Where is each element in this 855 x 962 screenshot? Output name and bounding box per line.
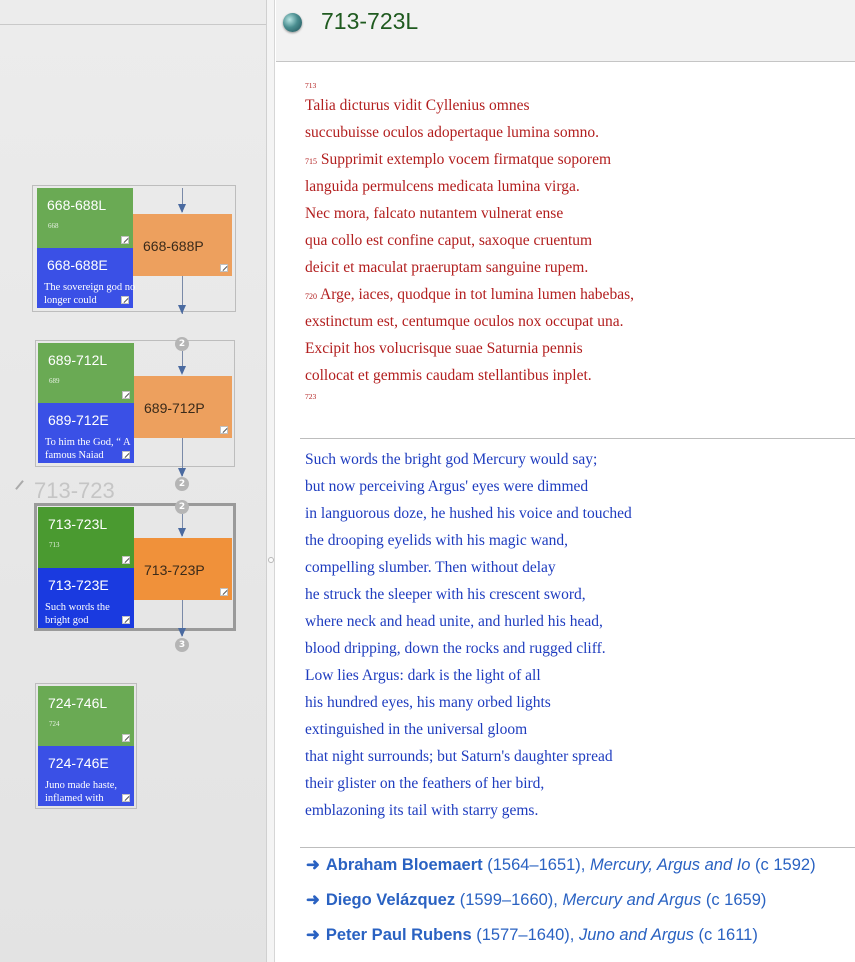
latin-line-text: deicit et maculat praeruptam sanguine rupem. bbox=[305, 259, 589, 276]
outline-pane bbox=[0, 0, 266, 962]
edit-icon[interactable] bbox=[122, 451, 130, 459]
card-snippet: To him the God, “ A famous Naiad bbox=[45, 437, 131, 461]
latin-text-block[interactable] bbox=[305, 80, 634, 403]
prose-card-668-688[interactable] bbox=[133, 214, 232, 276]
card-code: 713-723E bbox=[48, 577, 109, 593]
latin-line bbox=[305, 281, 634, 308]
card-line-number: 713 bbox=[49, 541, 60, 549]
edit-icon[interactable] bbox=[122, 794, 130, 802]
edit-icon[interactable] bbox=[220, 426, 228, 434]
card-code: 668-688P bbox=[143, 238, 204, 254]
card-code: 689-712E bbox=[48, 412, 109, 428]
prose-card-713-723[interactable] bbox=[134, 538, 232, 600]
card-code: 713-723P bbox=[144, 562, 205, 578]
english-card-689-712[interactable] bbox=[38, 403, 134, 463]
edit-icon[interactable] bbox=[121, 236, 129, 244]
reference-link[interactable] bbox=[306, 925, 816, 960]
english-line: compelling slumber. Then without delay bbox=[305, 559, 556, 576]
card-code: 724-746E bbox=[48, 755, 109, 771]
edit-icon[interactable] bbox=[220, 588, 228, 596]
latin-line-text: collocat et gemmis caudam stellantibus inplet. bbox=[305, 367, 592, 384]
latin-line-text: Nec mora, falcato nutantem vulnerat ense bbox=[305, 205, 564, 222]
english-line: the drooping eyelids with his magic wand, bbox=[305, 532, 569, 549]
splitter-grip-icon[interactable] bbox=[268, 557, 274, 563]
edit-icon[interactable] bbox=[220, 264, 228, 272]
card-code: 668-688L bbox=[47, 197, 107, 213]
line-number: 713 bbox=[305, 81, 317, 90]
english-line: blood dripping, down the rocks and rugged cliff. bbox=[305, 640, 606, 657]
latin-card-689-712[interactable] bbox=[38, 343, 134, 403]
card-code: 724-746L bbox=[48, 695, 108, 711]
english-line: Such words the bright god Mercury would say; bbox=[305, 451, 598, 468]
latin-line-text: Supprimit extemplo vocem firmatque soporem bbox=[320, 151, 612, 168]
latin-line-text: Excipit hos volucrisque suae Saturnia pennis bbox=[305, 340, 583, 357]
edit-icon[interactable] bbox=[122, 734, 130, 742]
latin-card-713-723[interactable] bbox=[38, 507, 134, 568]
latin-line-text: succubuisse oculos adopertaque lumina somno. bbox=[305, 124, 600, 141]
line-number: 720 bbox=[305, 292, 317, 301]
pane-top-divider bbox=[0, 24, 266, 25]
connector-arrow-icon bbox=[178, 204, 186, 213]
english-card-724-746[interactable] bbox=[38, 746, 134, 806]
reference-year: (c 1659) bbox=[701, 891, 767, 909]
reference-artist: Diego Velázquez bbox=[325, 891, 456, 909]
card-code: 689-712L bbox=[48, 352, 108, 368]
english-line: extinguished in the universal gloom bbox=[305, 721, 528, 738]
card-line-number: 689 bbox=[49, 377, 60, 385]
english-line: he struck the sleeper with his crescent sword, bbox=[305, 586, 586, 603]
connection-count-badge: 3 bbox=[175, 638, 189, 652]
edit-icon[interactable] bbox=[122, 556, 130, 564]
line-number: 723 bbox=[305, 392, 317, 401]
english-line: emblazoning its tail with starry gems. bbox=[305, 802, 539, 819]
edit-icon[interactable] bbox=[121, 296, 129, 304]
reference-year: (c 1611) bbox=[693, 926, 758, 944]
status-orb-icon bbox=[283, 13, 302, 32]
pane-splitter[interactable] bbox=[266, 0, 275, 962]
latin-card-668-688[interactable] bbox=[37, 188, 133, 248]
english-line: but now perceiving Argus' eyes were dimmed bbox=[305, 478, 589, 495]
selected-group-label[interactable]: 713-723 bbox=[14, 478, 115, 504]
reference-title: Mercury, Argus and Io bbox=[589, 856, 751, 874]
connector-arrow-icon bbox=[178, 366, 186, 375]
latin-line bbox=[305, 362, 634, 389]
latin-line bbox=[305, 335, 634, 362]
reference-artist: Abraham Bloemaert bbox=[325, 856, 483, 874]
reference-link[interactable] bbox=[306, 855, 816, 890]
reference-link[interactable] bbox=[306, 890, 816, 925]
document-header bbox=[276, 0, 855, 62]
card-line-number: 668 bbox=[48, 222, 59, 230]
latin-line-text: Talia dicturus vidit Cyllenius omnes bbox=[305, 97, 530, 114]
card-code: 689-712P bbox=[144, 400, 205, 416]
card-code: 713-723L bbox=[48, 516, 108, 532]
latin-line bbox=[305, 254, 634, 281]
english-card-713-723[interactable] bbox=[38, 568, 134, 628]
connector-arrow-icon bbox=[178, 305, 186, 314]
line-number: 715 bbox=[305, 157, 317, 166]
english-line: Low lies Argus: dark is the light of all bbox=[305, 667, 541, 684]
card-snippet: Such words the bright god bbox=[45, 602, 110, 626]
latin-line-text: languida permulcens medicata lumina virga. bbox=[305, 178, 580, 195]
edit-icon[interactable] bbox=[122, 616, 130, 624]
latin-line bbox=[305, 200, 634, 227]
connector-arrow-icon bbox=[178, 468, 186, 477]
latin-line-text: exstinctum est, centumque oculos nox occupat una. bbox=[305, 313, 624, 330]
english-line: that night surrounds; but Saturn's daughter spread bbox=[305, 748, 613, 765]
latin-card-724-746[interactable] bbox=[38, 686, 134, 746]
connection-count-badge: 2 bbox=[175, 500, 189, 514]
arrow-icon: ➜ bbox=[306, 856, 320, 874]
reference-title: Juno and Argus bbox=[578, 926, 694, 944]
arrow-icon: ➜ bbox=[306, 891, 320, 909]
reference-title: Mercury and Argus bbox=[562, 891, 702, 909]
latin-line bbox=[305, 119, 634, 146]
card-line-number: 724 bbox=[49, 720, 60, 728]
connector-arrow-icon bbox=[178, 528, 186, 537]
card-snippet: Juno made haste, inflamed with bbox=[45, 780, 118, 804]
reference-dates: (1577–1640), bbox=[471, 926, 579, 944]
connection-count-badge: 2 bbox=[175, 337, 189, 351]
section-divider bbox=[300, 847, 855, 848]
connection-count-badge: 2 bbox=[175, 477, 189, 491]
english-line: their glister on the feathers of her bird, bbox=[305, 775, 545, 792]
arrow-icon: ➜ bbox=[306, 926, 320, 944]
reference-year: (c 1592) bbox=[750, 856, 816, 874]
reference-list bbox=[306, 855, 816, 960]
latin-line bbox=[305, 227, 634, 254]
english-text-block[interactable] bbox=[305, 446, 632, 824]
latin-line-text: qua collo est confine caput, saxoque cruentum bbox=[305, 232, 593, 249]
card-code: 668-688E bbox=[47, 257, 108, 273]
english-line: in languorous doze, he hushed his voice and touched bbox=[305, 505, 632, 522]
english-line: where neck and head unite, and hurled his head, bbox=[305, 613, 603, 630]
connector-arrow-icon bbox=[178, 628, 186, 637]
latin-line bbox=[305, 146, 634, 173]
edit-icon[interactable] bbox=[122, 391, 130, 399]
latin-line bbox=[305, 92, 634, 119]
prose-card-689-712[interactable] bbox=[134, 376, 232, 438]
latin-line bbox=[305, 308, 634, 335]
section-divider bbox=[300, 438, 855, 439]
document-title: 713-723L bbox=[321, 8, 419, 34]
latin-line bbox=[305, 173, 634, 200]
english-card-668-688[interactable] bbox=[37, 248, 136, 308]
reference-dates: (1599–1660), bbox=[455, 891, 563, 909]
pencil-icon bbox=[15, 480, 24, 490]
reference-dates: (1564–1651), bbox=[482, 856, 590, 874]
latin-line-text: Arge, iaces, quodque in tot lumina lumen habebas, bbox=[320, 286, 634, 303]
card-snippet: The sovereign god no longer could bbox=[44, 282, 136, 306]
reference-artist: Peter Paul Rubens bbox=[325, 926, 472, 944]
english-line: his hundred eyes, his many orbed lights bbox=[305, 694, 551, 711]
